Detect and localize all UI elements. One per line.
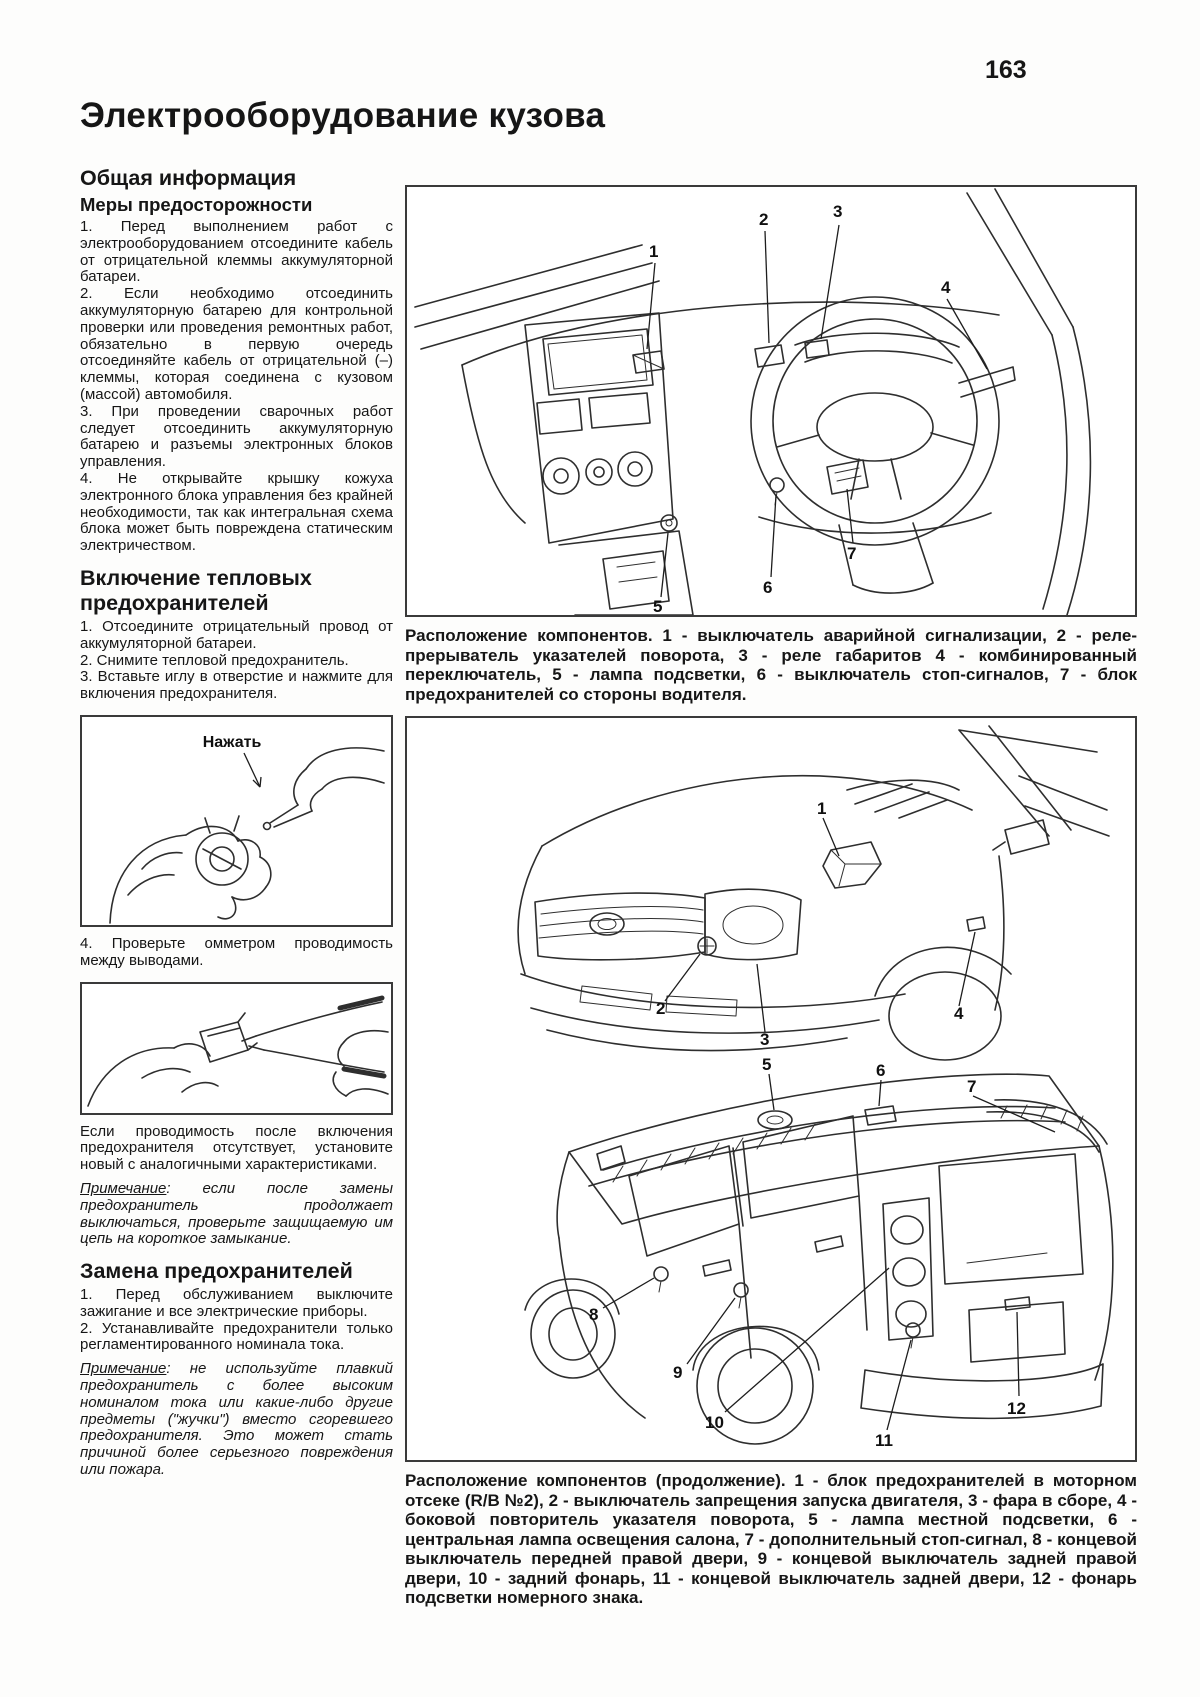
front-view [518,726,1109,1060]
dashboard-illustration [407,187,1135,615]
precaution-item: 3. При проведении сварочных работ следует отсоединить аккумуляторную батарею и разъемы электронных блоков управления. [80,402,393,471]
press-fuse-figure [80,715,393,927]
body-figure [405,716,1137,1462]
replacement-step: 2. Устанавливайте предохранители только регламентированного номинала тока. [80,1319,393,1354]
thermal-step: 3. Вставьте иглу в отверстие и нажмите для включения предохранителя. [80,668,393,703]
front-bumper [521,974,905,1007]
callout-4: 4 [941,278,951,297]
climate-knob [543,458,579,494]
roof-rails [589,1107,1065,1186]
precaution-item: 2. Если необходимо отсоединить аккумуляторную батарею для контрольной проверки или проведения ремонтных работ, обязательно в первую очередь отсоединяйте кабель от отрицательной (–) клеммы, которая соединена с кузовом (массой) автомобиля. [80,285,393,403]
replacement-note [80,1361,393,1479]
rear-callout-5: 5 [762,1055,772,1074]
vent-right [589,393,650,428]
windshield-line [415,245,642,307]
console [559,531,693,615]
callout-1: 1 [649,242,659,261]
callout-3: 3 [833,202,843,221]
body-illustration [407,718,1135,1460]
thermal-note [80,1181,393,1248]
front-wheel [889,972,1001,1060]
thermal-step: 2. Снимите тепловой предохранитель. [80,651,349,669]
rear-door-switch [734,1283,748,1297]
press-fuse-illustration [82,717,389,925]
fuse-replacement-heading: Замена предохранителей [80,1259,353,1284]
ohmmeter-illustration [82,984,389,1113]
steering-hub [817,393,933,461]
right-column [405,185,1137,1618]
note-text: : не используйте плавкий предохранитель с более высоким номиналом тока или какие-либо другие предметы ("жучки") вместо сгоревшего предохранителя. Это может стать причиной более серьезного повреждения или пожара. [80,1360,393,1479]
side-repeater [967,917,985,931]
front-callout-4: 4 [954,1004,964,1023]
press-arrow [244,753,260,787]
roof-lamp [758,1111,792,1129]
steering-wheel [751,297,999,545]
rear-callout-11: 11 [875,1431,893,1450]
general-info-heading: Общая информация [80,166,297,190]
front-callout-3: 3 [760,1030,770,1049]
thermal-step: 1. Отсоедините отрицательный провод от аккумуляторной батареи. [80,617,393,652]
rear-callout-8: 8 [589,1305,599,1324]
rear-callout-7: 7 [967,1077,977,1096]
conductivity-paragraph: Если проводимость после включения предохранителя отсутствует, установите новый с аналогичными характеристиками. [80,1122,393,1174]
right-hand [333,1030,388,1095]
vent-left [537,399,582,434]
dash-top [462,302,999,365]
callout-5: 5 [653,597,663,615]
front-door-switch [654,1267,668,1281]
thermal-fuse-heading: Включение тепловых предохранителей [80,565,312,615]
callout-6: 6 [763,578,773,597]
left-column [80,166,393,1479]
grille [535,893,705,960]
emblem [590,913,624,935]
pressing-hand [264,748,385,830]
lights-relay [805,340,829,358]
note-label: Примечание [80,1179,167,1197]
page-number: 163 [985,56,1027,84]
engine-fuse-box [823,842,881,888]
precaution-item: 1. Перед выполнением работ с электрооборудованием отсоедините кабель от отрицательной клеммы аккумуляторной батареи. [80,218,393,286]
stop-lamp-switch [770,478,784,492]
driver-fuse-block [827,460,868,494]
door-edges [739,1196,867,1358]
callout-7: 7 [847,544,857,563]
combination-switch [959,367,1015,397]
note-text: : если после замены предохранитель продолжает выключаться, проверьте защищаемую им цепь на короткое замыкание. [80,1179,393,1248]
illumination-lamp [661,515,677,531]
holding-hand [110,826,271,923]
plate-lamp [1005,1297,1030,1310]
rear-view [525,1074,1113,1444]
body-caption: Расположение компонентов (продолжение). 1 - блок предохранителей в моторном отсеке (R/B №2), 2 - выключатель запрещения запуска двигателя, 3 - фара в сборе, 4 - боковой повторитель указателя поворота, 5 - лампа местной подсветки, 6 - центральная лампа освещения салона, 7 - дополнительный стоп-сигнал, 8 - концевой выключатель передней правой двери, 9 - концевой выключатель задней правой двери, 10 - задний фонарь, 11 - концевой выключатель задней двери, 12 - фонарь подсветки номерного знака. [405,1471,1137,1607]
rear-callout-9: 9 [673,1363,683,1382]
tail-light [891,1216,923,1244]
rear-window [939,1154,1083,1284]
precaution-item: 4. Не открывайте крышку кожуха электронного блока управления без крайней необходимости, так как интегральная схема блока может быть повреждена статическим электричеством. [80,469,393,555]
callout-2: 2 [759,210,769,229]
rear-callout-12: 12 [1007,1399,1026,1418]
page-title: Электрооборудование кузова [80,96,606,135]
ohmmeter-figure [80,982,393,1115]
wipers [855,784,947,818]
rear-callout-10: 10 [705,1413,724,1432]
dashboard-caption: Расположение компонентов. 1 - выключатель аварийной сигнализации, 2 - реле-прерыватель указателей поворота, 3 - реле габаритов 4 - комбинированный переключатель, 5 - лампа подсветки, 6 - выключатель стоп-сигналов, 7 - блок предохранителей со стороны водителя. [405,626,1137,704]
probes [242,998,384,1076]
press-label: Нажать [202,733,262,751]
replacement-step: 1. Перед обслуживанием выключите зажигание и все электрические приборы. [80,1286,393,1320]
dashboard-figure [405,185,1137,617]
door-handles [703,1236,843,1276]
rear-callout-6: 6 [876,1061,886,1080]
thermal-step-4: 4. Проверьте омметром проводимость между выводами. [80,934,393,969]
precautions-subheading: Меры предосторожности [80,194,313,215]
note-label: Примечание [80,1360,167,1378]
front-callout-2: 2 [656,999,666,1018]
front-callout-1: 1 [817,799,827,818]
left-hand [88,1043,218,1105]
headlight [705,889,801,959]
back-door-switch [906,1323,920,1337]
